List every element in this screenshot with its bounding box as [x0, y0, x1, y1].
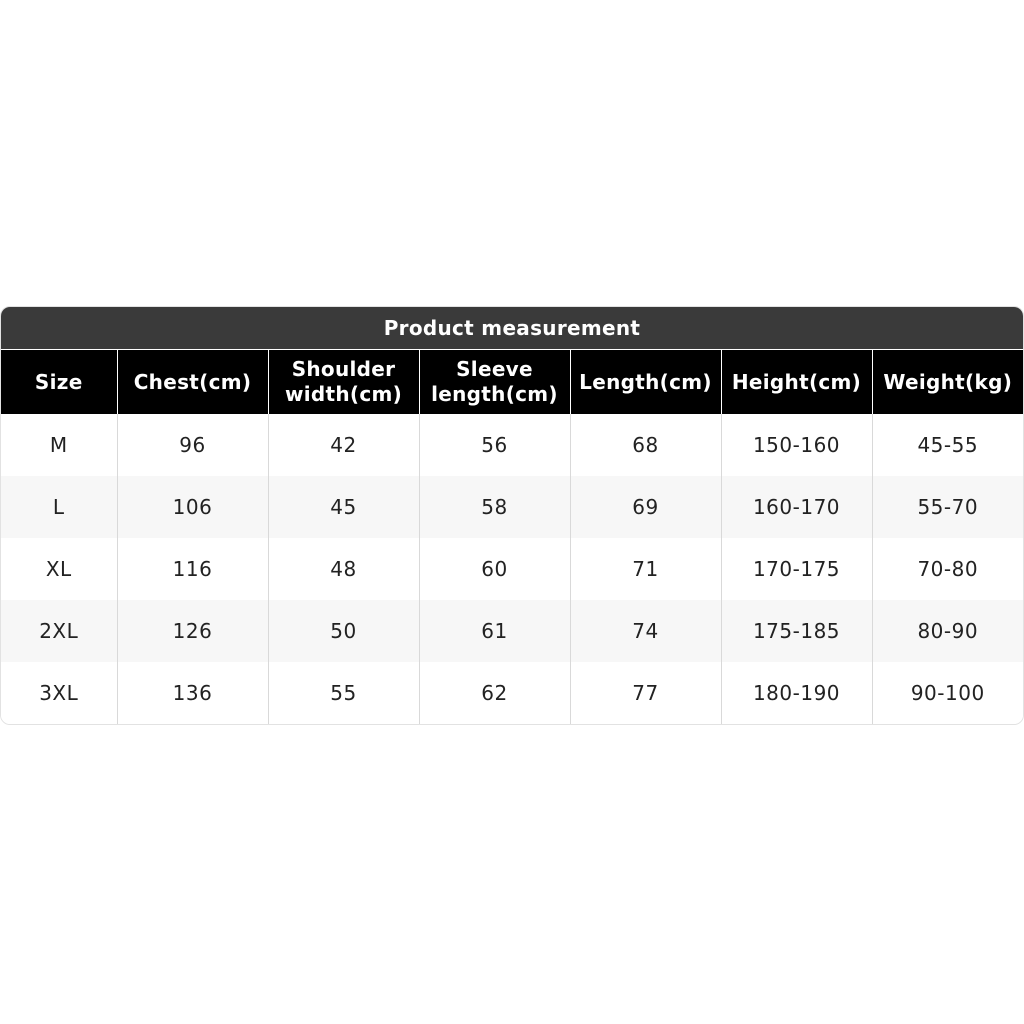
cell-shoulder-width: 45: [268, 476, 419, 538]
cell-height: 150-160: [721, 414, 872, 476]
cell-size: L: [1, 476, 117, 538]
cell-size: M: [1, 414, 117, 476]
header-height: Height(cm): [721, 350, 872, 415]
cell-sleeve-length: 58: [419, 476, 570, 538]
cell-weight: 90-100: [872, 662, 1023, 724]
cell-height: 175-185: [721, 600, 872, 662]
table-row: [1, 414, 1023, 476]
cell-length: 71: [570, 538, 721, 600]
cell-shoulder-width: 48: [268, 538, 419, 600]
table-row: [1, 476, 1023, 538]
table-row: [1, 662, 1023, 724]
table-row: [1, 538, 1023, 600]
header-length: Length(cm): [570, 350, 721, 415]
cell-length: 74: [570, 600, 721, 662]
size-chart: [0, 306, 1024, 725]
cell-sleeve-length: 60: [419, 538, 570, 600]
cell-sleeve-length: 61: [419, 600, 570, 662]
header-row: [1, 350, 1023, 415]
header-sleeve-length: Sleeve length(cm): [419, 350, 570, 415]
cell-shoulder-width: 42: [268, 414, 419, 476]
cell-sleeve-length: 56: [419, 414, 570, 476]
cell-chest: 136: [117, 662, 268, 724]
cell-weight: 70-80: [872, 538, 1023, 600]
cell-length: 69: [570, 476, 721, 538]
cell-chest: 116: [117, 538, 268, 600]
cell-weight: 55-70: [872, 476, 1023, 538]
table-row: [1, 600, 1023, 662]
cell-size: 2XL: [1, 600, 117, 662]
cell-length: 68: [570, 414, 721, 476]
cell-height: 160-170: [721, 476, 872, 538]
cell-chest: 106: [117, 476, 268, 538]
cell-height: 180-190: [721, 662, 872, 724]
header-chest: Chest(cm): [117, 350, 268, 415]
header-shoulder-width: Shoulder width(cm): [268, 350, 419, 415]
header-weight: Weight(kg): [872, 350, 1023, 415]
header-size: Size: [1, 350, 117, 415]
cell-chest: 96: [117, 414, 268, 476]
cell-sleeve-length: 62: [419, 662, 570, 724]
chart-title: Product measurement: [1, 307, 1023, 349]
cell-shoulder-width: 50: [268, 600, 419, 662]
cell-chest: 126: [117, 600, 268, 662]
cell-weight: 45-55: [872, 414, 1023, 476]
cell-shoulder-width: 55: [268, 662, 419, 724]
cell-size: XL: [1, 538, 117, 600]
cell-weight: 80-90: [872, 600, 1023, 662]
measurement-table: [1, 349, 1023, 724]
cell-length: 77: [570, 662, 721, 724]
cell-height: 170-175: [721, 538, 872, 600]
cell-size: 3XL: [1, 662, 117, 724]
